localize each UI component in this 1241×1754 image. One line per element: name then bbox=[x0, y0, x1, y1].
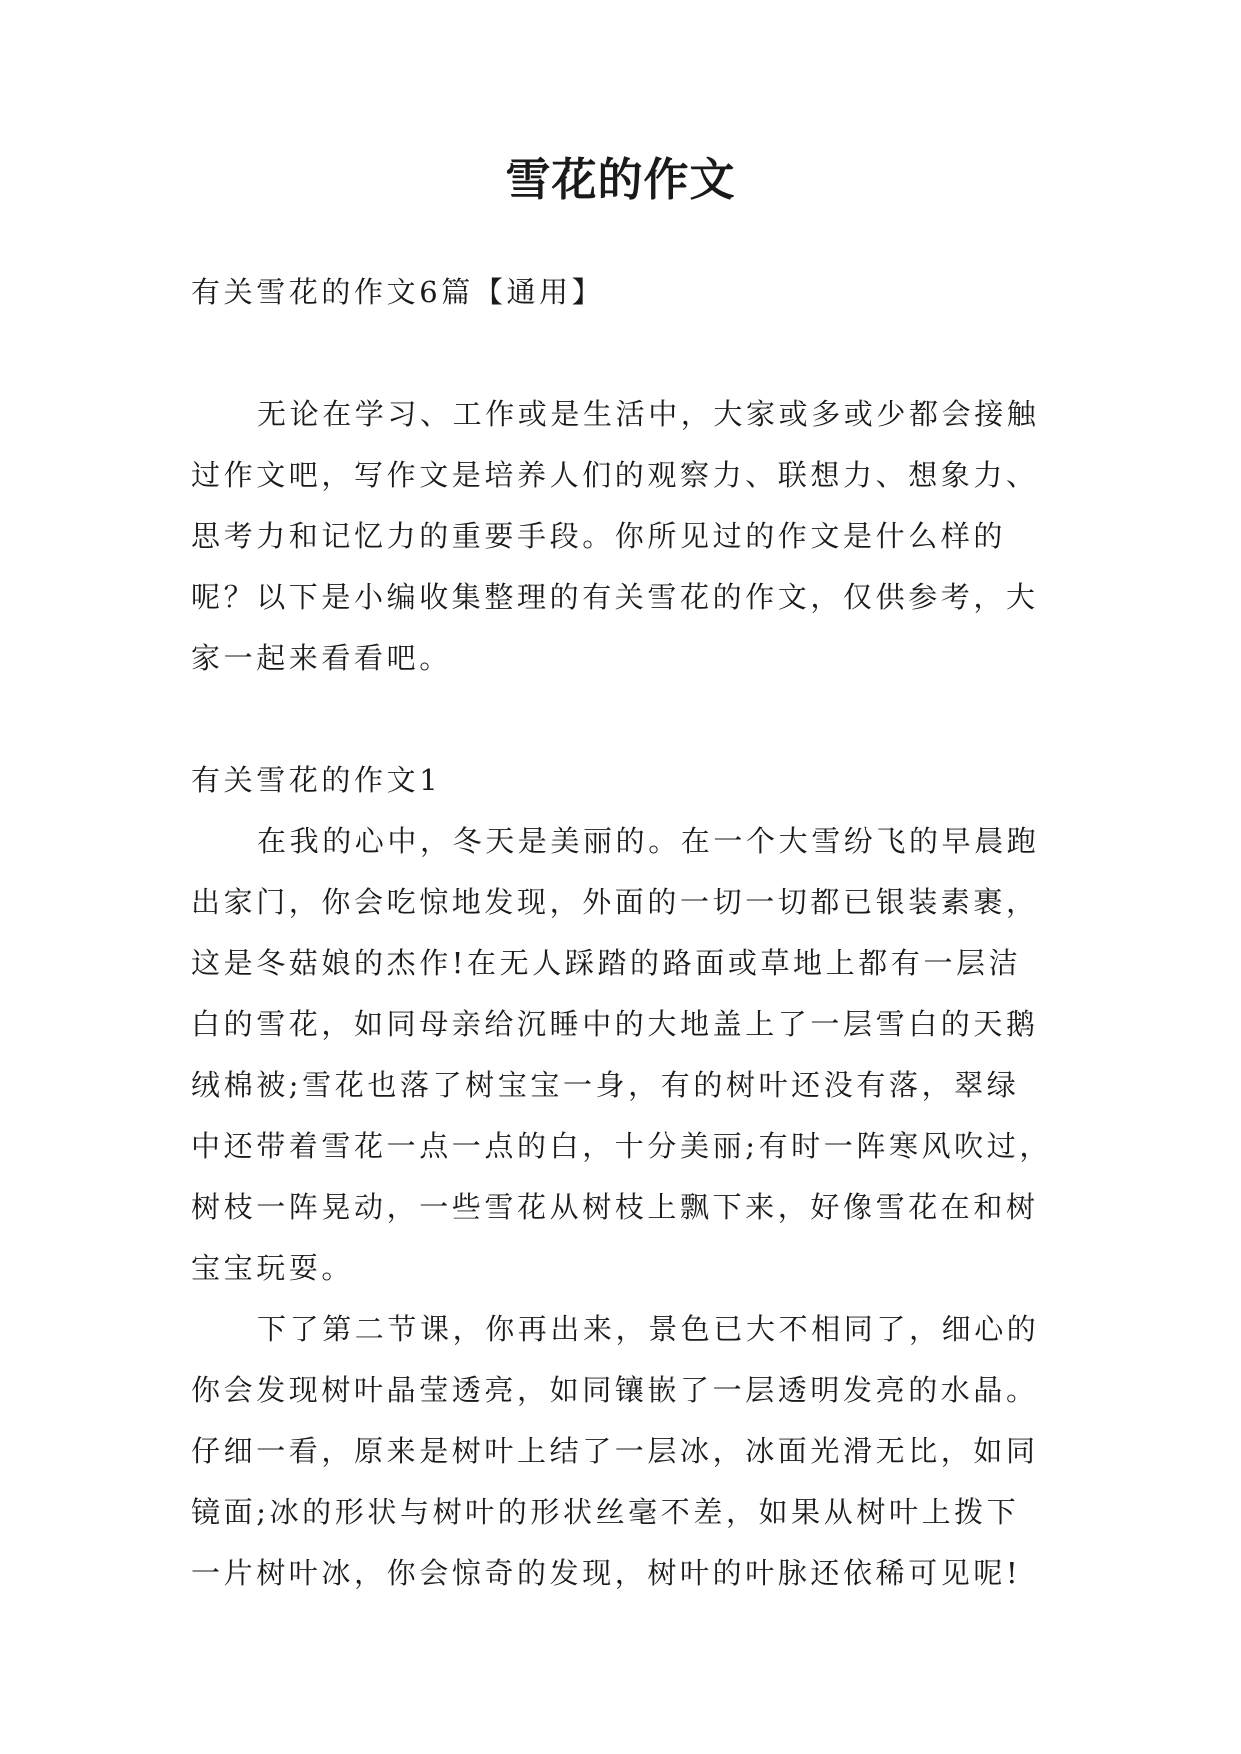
spacer bbox=[191, 323, 1081, 384]
document-body bbox=[191, 262, 1081, 1604]
paragraph-line: 中还带着雪花一点一点的白，十分美丽;有时一阵寒风吹过， bbox=[191, 1129, 1052, 1163]
section1-paragraph-2 bbox=[191, 1299, 1081, 1604]
paragraph-line: 绒棉被;雪花也落了树宝宝一身，有的树叶还没有落，翠绿 bbox=[191, 1068, 1020, 1102]
paragraph-line: 家一起来看看吧。 bbox=[191, 641, 452, 675]
paragraph-line: 白的雪花，如同母亲给沉睡中的大地盖上了一层雪白的天鹅 bbox=[191, 1007, 1039, 1041]
paragraph-line: 思考力和记忆力的重要手段。你所见过的作文是什么样的 bbox=[191, 519, 1007, 553]
paragraph-line: 树枝一阵晃动，一些雪花从树枝上飘下来，好像雪花在和树 bbox=[191, 1190, 1039, 1224]
paragraph-line: 呢？以下是小编收集整理的有关雪花的作文，仅供参考，大 bbox=[191, 580, 1039, 614]
paragraph-line: 宝宝玩耍。 bbox=[191, 1251, 355, 1285]
paragraph-line: 一片树叶冰，你会惊奇的发现，树叶的叶脉还依稀可见呢! bbox=[191, 1556, 1022, 1590]
document-title: 雪花的作文 bbox=[505, 153, 736, 206]
paragraph-line: 下了第二节课，你再出来，景色已大不相同了，细心的 bbox=[257, 1312, 1040, 1346]
document-subtitle: 有关雪花的作文6篇【通用】 bbox=[191, 275, 605, 309]
paragraph-line: 无论在学习、工作或是生活中，大家或多或少都会接触 bbox=[257, 397, 1040, 431]
paragraph-line: 在我的心中，冬天是美丽的。在一个大雪纷飞的早晨跑 bbox=[257, 824, 1040, 858]
paragraph-line: 这是冬菇娘的杰作!在无人踩踏的路面或草地上都有一层洁 bbox=[191, 946, 1022, 980]
paragraph-line: 出家门，你会吃惊地发现，外面的一切一切都已银装素裹， bbox=[191, 885, 1039, 919]
section1-paragraph-1 bbox=[191, 811, 1081, 1299]
section-heading: 有关雪花的作文1 bbox=[191, 763, 442, 797]
paragraph-line: 镜面;冰的形状与树叶的形状丝毫不差，如果从树叶上拨下 bbox=[191, 1495, 1020, 1529]
intro-paragraph bbox=[191, 384, 1081, 689]
paragraph-line: 你会发现树叶晶莹透亮，如同镶嵌了一层透明发亮的水晶。 bbox=[191, 1373, 1039, 1407]
spacer bbox=[191, 689, 1081, 750]
paragraph-line: 仔细一看，原来是树叶上结了一层冰，冰面光滑无比，如同 bbox=[191, 1434, 1039, 1468]
paragraph-line: 过作文吧，写作文是培养人们的观察力、联想力、想象力、 bbox=[191, 458, 1039, 492]
